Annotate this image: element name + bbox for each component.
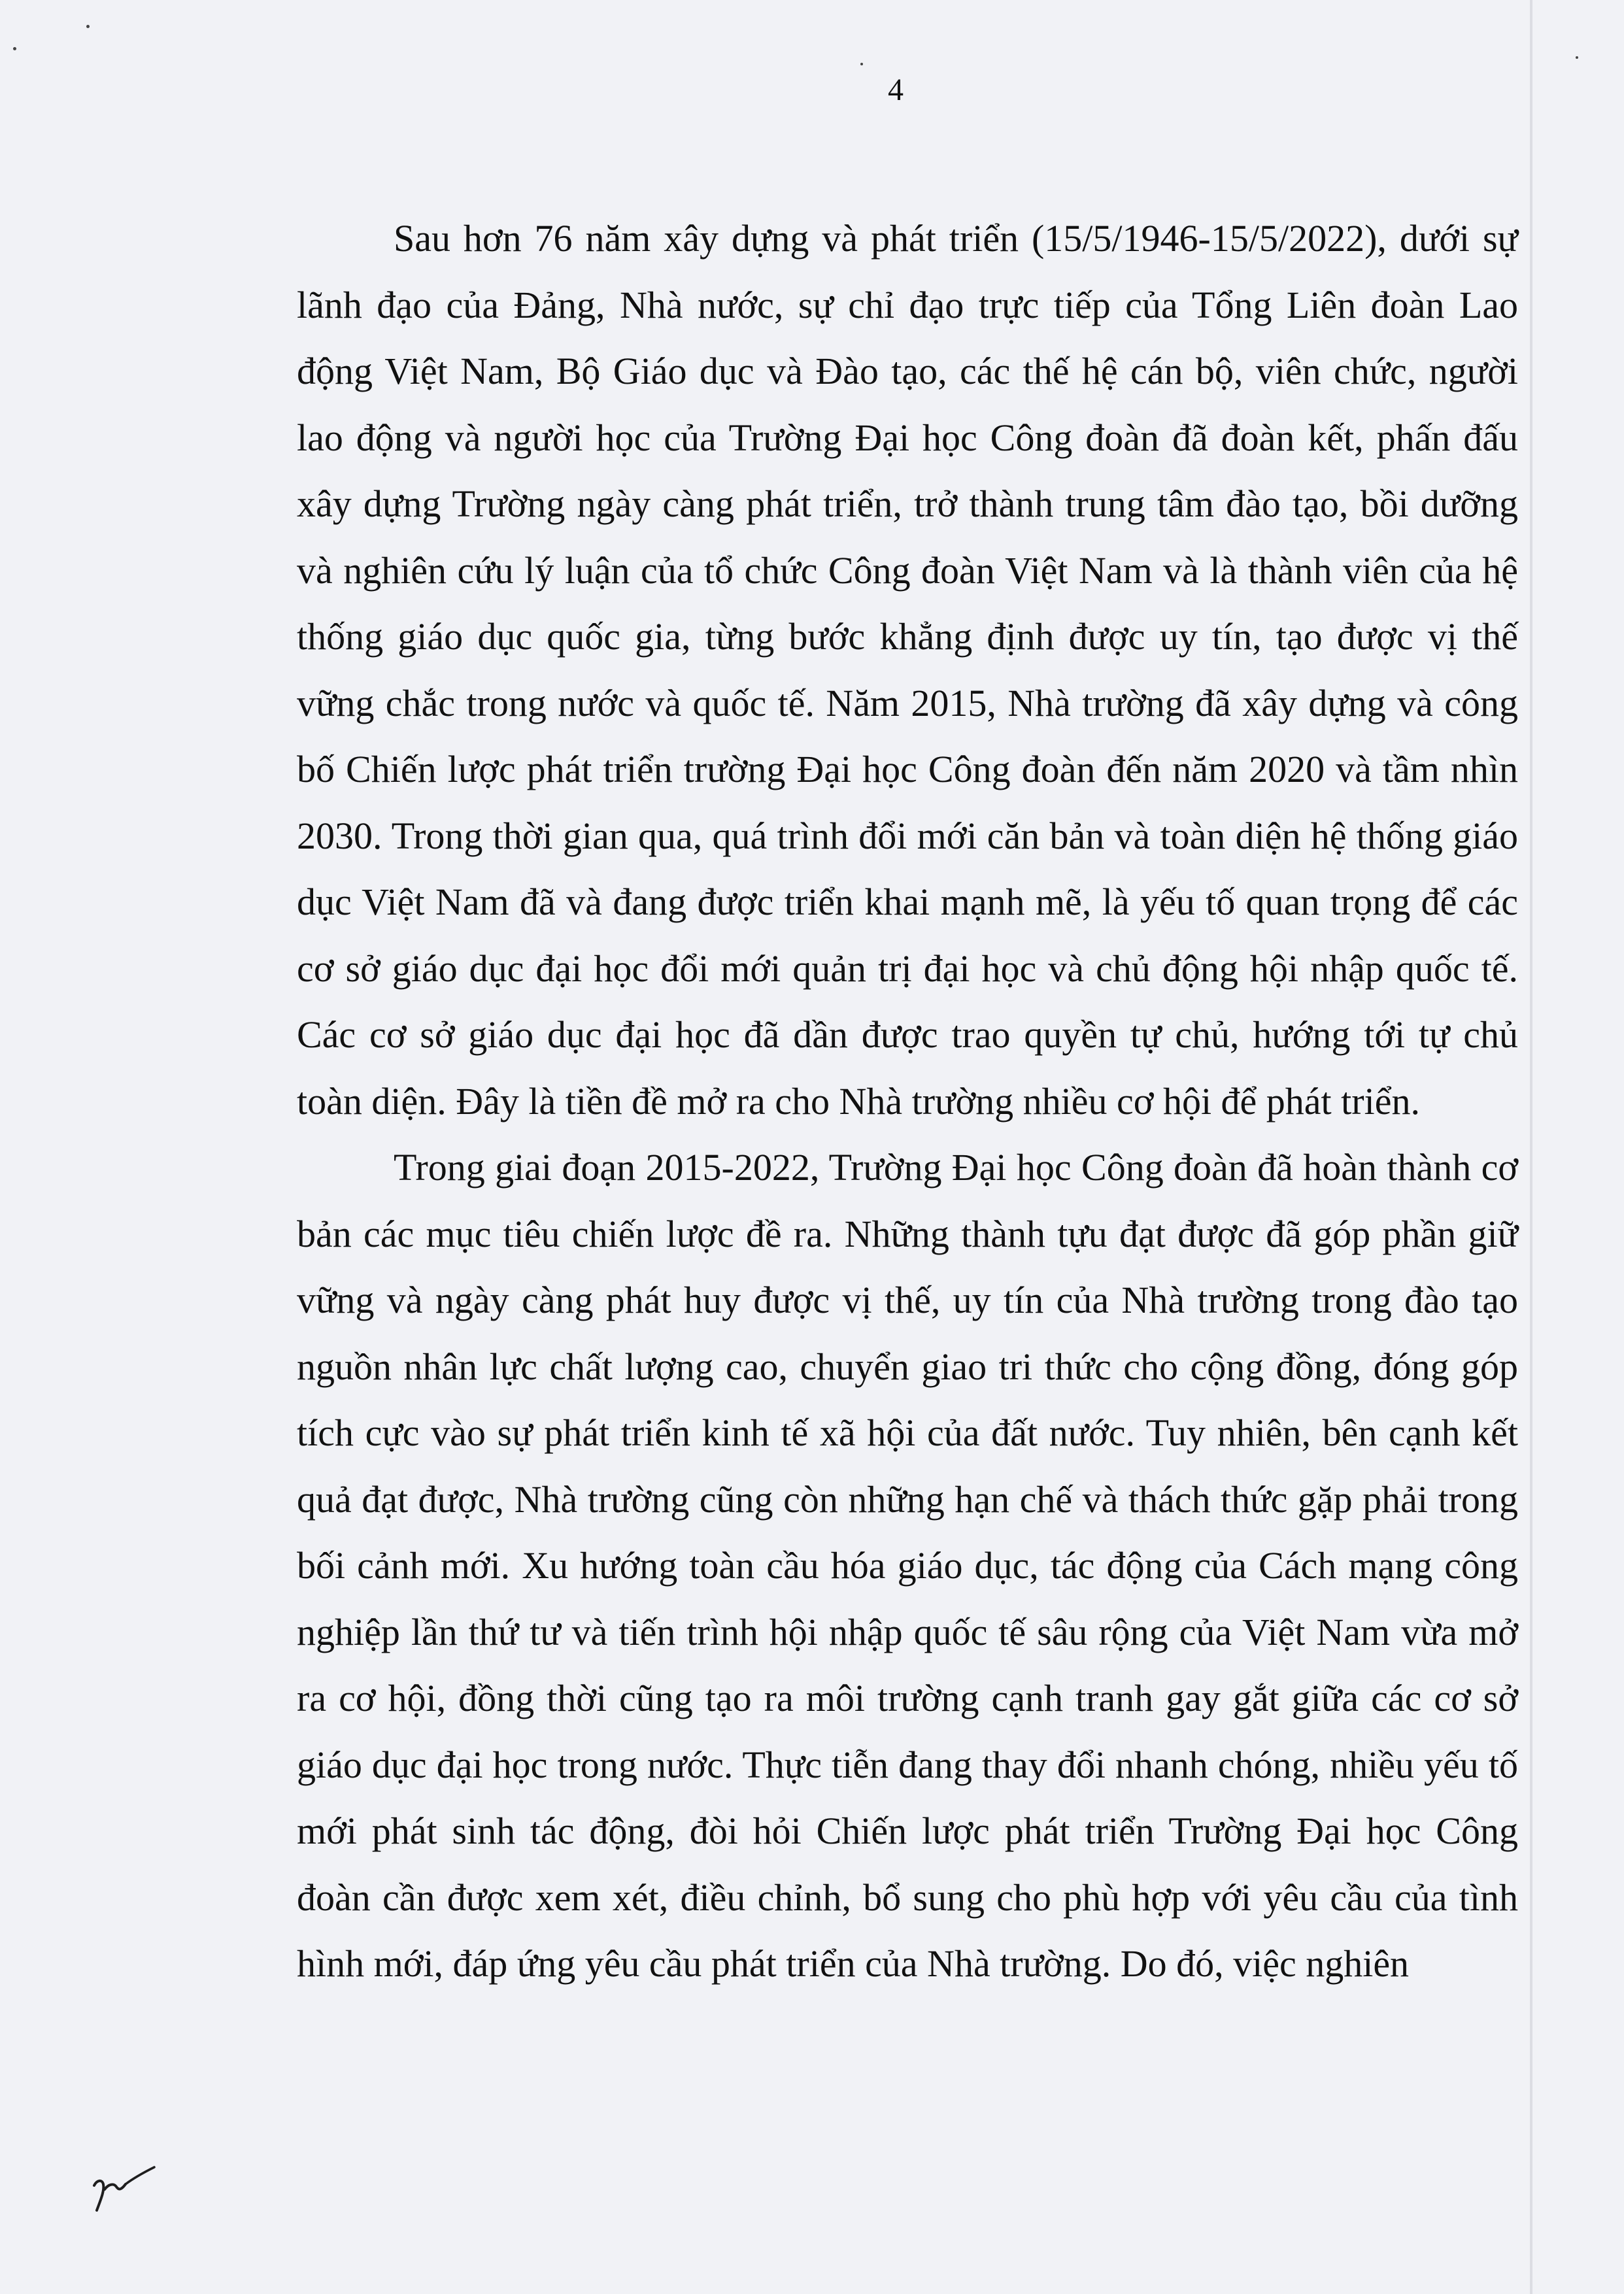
handwritten-initials-icon bbox=[92, 2161, 170, 2213]
scan-speck bbox=[860, 63, 863, 65]
paragraph-1: Sau hơn 76 năm xây dựng và phát triển (15/5/1946-15/5/2022), dưới sự lãnh đạo của Đảng, Nhà nước, sự chỉ đạo trực tiếp của Tổng Liên đoàn Lao động Việt Nam, Bộ Giáo dục và Đào tạo, các thế hệ cán bộ, viên chức, người lao động và người học của Trường Đại học Công đoàn đã đoàn kết, phấn đấu xây dựng Trường ngày càng phát triển, trở thành trung tâm đào tạo, bồi dưỡng và nghiên cứu lý luận của tổ chức Công đoàn Việt Nam và là thành viên của hệ thống giáo dục quốc gia, từng bước khẳng định được uy tín, tạo được vị thế vững chắc trong nước và quốc tế. Năm 2015, Nhà trường đã xây dựng và công bố Chiến lược phát triển trường Đại học Công đoàn đến năm 2020 và tầm nhìn 2030. Trong thời gian qua, quá trình đổi mới căn bản và toàn diện hệ thống giáo dục Việt Nam đã và đang được triển khai mạnh mẽ, là yếu tố quan trọng để các cơ sở giáo dục đại học đổi mới quản trị đại học và chủ động hội nhập quốc tế. Các cơ sở giáo dục đại học đã dần được trao quyền tự chủ, hướng tới tự chủ toàn diện. Đây là tiền đề mở ra cho Nhà trường nhiều cơ hội để phát triển. bbox=[297, 217, 1518, 1122]
page-edge-shadow bbox=[1530, 0, 1532, 2294]
scan-speck bbox=[86, 25, 90, 28]
scan-speck bbox=[13, 47, 16, 50]
scan-speck bbox=[1576, 56, 1578, 59]
page-number: 4 bbox=[888, 73, 904, 107]
document-body bbox=[297, 205, 1518, 1997]
paragraph-2: Trong giai đoạn 2015-2022, Trường Đại học Công đoàn đã hoàn thành cơ bản các mục tiêu chiến lược đề ra. Những thành tựu đạt được đã góp phần giữ vững và ngày càng phát huy được vị thế, uy tín của Nhà trường trong đào tạo nguồn nhân lực chất lượng cao, chuyển giao tri thức cho cộng đồng, đóng góp tích cực vào sự phát triển kinh tế xã hội của đất nước. Tuy nhiên, bên cạnh kết quả đạt được, Nhà trường cũng còn những hạn chế và thách thức gặp phải trong bối cảnh mới. Xu hướng toàn cầu hóa giáo dục, tác động của Cách mạng công nghiệp lần thứ tư và tiến trình hội nhập quốc tế sâu rộng của Việt Nam vừa mở ra cơ hội, đồng thời cũng tạo ra môi trường cạnh tranh gay gắt giữa các cơ sở giáo dục đại học trong nước. Thực tiễn đang thay đổi nhanh chóng, nhiều yếu tố mới phát sinh tác động, đòi hỏi Chiến lược phát triển Trường Đại học Công đoàn cần được xem xét, điều chỉnh, bổ sung cho phù hợp với yêu cầu của tình hình mới, đáp ứng yêu cầu phát triển của Nhà trường. Do đó, việc nghiên bbox=[297, 1146, 1518, 1985]
